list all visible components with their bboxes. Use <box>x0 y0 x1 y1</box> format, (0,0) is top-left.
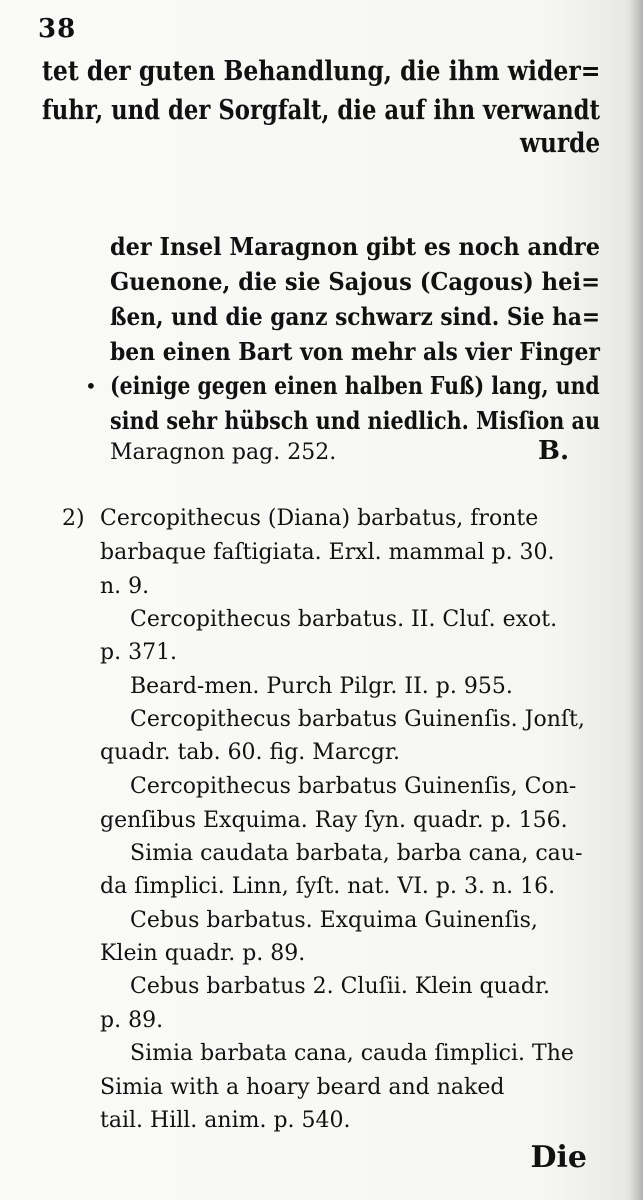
entry-line: genſibus Exquima. Ray ſyn. quadr. p. 156. <box>100 808 568 833</box>
entry-line: Simia caudata barbata, barba cana, cau- <box>130 841 583 866</box>
entry-line: Cebus barbatus. Exquima Guinenſis, <box>130 908 538 933</box>
entry-line: Simia with a hoary beard and naked <box>100 1075 505 1100</box>
entry-line: Beard-men. Purch Pilgr. II. p. 955. <box>130 674 513 699</box>
quote-line: sind sehr hübsch und niedlich. Misſion au <box>110 406 601 435</box>
catchword: Die <box>530 1140 587 1175</box>
quote-line: ßen, und die ganz schwarz sind. Sie ha= <box>110 302 601 331</box>
quote-line: ben einen Bart von mehr als vier Finger <box>110 337 600 366</box>
page-number: 38 <box>38 14 77 44</box>
entry-line: Cercopithecus barbatus Guinenſis, Con- <box>130 774 577 799</box>
quote-line: Guenone, die sie Sajous (Cagous) hei= <box>110 267 601 296</box>
entry-line: Cercopithecus barbatus Guinenſis. Jonſt, <box>130 707 585 732</box>
entry-line: Cercopithecus (Diana) barbatus, fronte <box>100 506 539 531</box>
page-edge-shadow <box>629 0 643 1200</box>
top-line: tet der guten Behandlung, die ihm wider= <box>42 56 601 87</box>
entry-line: Klein quadr. p. 89. <box>100 941 306 966</box>
entry-line: p. 371. <box>100 640 178 665</box>
entry-line: tail. Hill. anim. p. 540. <box>100 1108 351 1133</box>
entry-line: Cebus barbatus 2. Cluſii. Klein quadr. <box>130 974 551 999</box>
top-line: wurde <box>520 128 601 159</box>
entry-line: da ſimplici. Linn, ſyſt. nat. VI. p. 3. n. 16. <box>100 874 556 899</box>
ink-mark: • <box>85 374 97 398</box>
entry-line: n. 9. <box>100 574 150 599</box>
entry-line: barbaque faſtigiata. Erxl. mammal p. 30. <box>100 540 555 565</box>
quote-line: der Insel Maragnon gibt es noch andre <box>110 232 600 261</box>
quote-line: Maragnon pag. 252. <box>110 440 337 465</box>
entry-line: Cercopithecus barbatus. II. Cluſ. exot. <box>130 607 558 632</box>
quote-line: (einige gegen einen halben Fuß) lang, und <box>110 371 600 400</box>
top-line: fuhr, und der Sorgfalt, die auf ihn verwandt <box>42 95 601 126</box>
quote-signature: B. <box>538 436 570 466</box>
entry-line: quadr. tab. 60. fig. Marcgr. <box>100 740 400 765</box>
entry-line: p. 89. <box>100 1008 164 1033</box>
entry-line: Simia barbata cana, cauda ſimplici. The <box>130 1041 574 1066</box>
entry-number: 2) <box>62 506 85 531</box>
